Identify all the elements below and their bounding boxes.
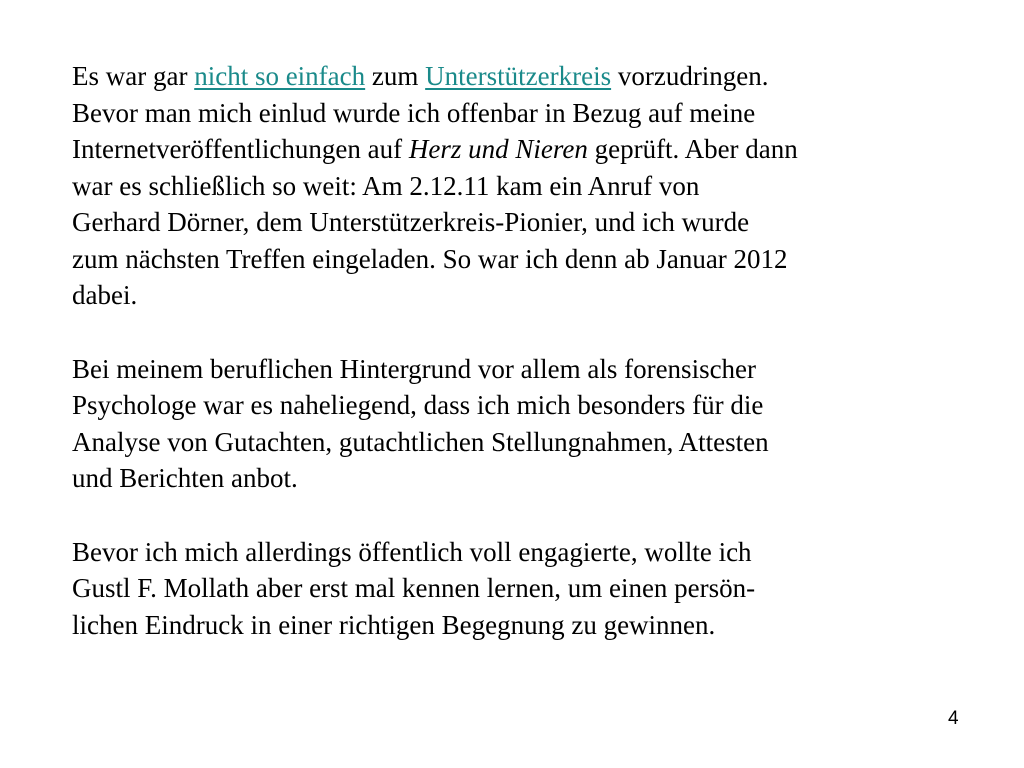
text-line: Analyse von Gutachten, gutachtlichen Stellungnahmen, Attesten: [72, 426, 769, 457]
text-line: Gustl F. Mollath aber erst mal kennen lernen, um einen persön-: [72, 573, 756, 603]
paragraph-background: [72, 351, 972, 497]
text-line: war es schließlich so weit: Am 2.12.11 kam ein Anruf von: [72, 170, 700, 201]
link-nicht-so-einfach[interactable]: nicht so einfach: [194, 61, 366, 91]
text-line: Bevor man mich einlud wurde ich offenbar in Bezug auf meine: [72, 97, 756, 128]
text-line: dabei.: [72, 280, 138, 310]
slide-body: [72, 58, 972, 643]
text-line: und Berichten anbot.: [72, 463, 298, 493]
text-line: Bei meinem beruflichen Hintergrund vor allem als forensischer: [72, 353, 757, 384]
paragraph-intro: [72, 58, 972, 314]
text-line: Gerhard Dörner, dem Unterstützerkreis-Pionier, und ich wurde: [72, 207, 750, 237]
link-unterstuetzerkreis[interactable]: Unterstützerkreis: [425, 61, 612, 91]
text-line: lichen Eindruck in einer richtigen Begegnung zu gewinnen.: [72, 609, 716, 640]
paragraph-spacer: [72, 497, 972, 534]
page-number: 4: [948, 708, 959, 729]
text-line: Internetveröffentlichungen auf Herz und Nieren geprüft. Aber dann: [72, 134, 798, 164]
text-line: Es war gar nicht so einfach zum Unterstützerkreis vorzudringen.: [72, 61, 769, 91]
text-line: zum nächsten Treffen eingeladen. So war ich denn ab Januar 2012: [72, 243, 788, 274]
text-line: Psychologe war es naheliegend, dass ich mich besonders für die: [72, 390, 764, 420]
paragraph-spacer: [72, 314, 972, 351]
italic-title: Herz und Nieren: [408, 134, 588, 164]
paragraph-meeting: [72, 534, 972, 644]
text-line: Bevor ich mich allerdings öffentlich voll engagierte, wollte ich: [72, 536, 752, 567]
